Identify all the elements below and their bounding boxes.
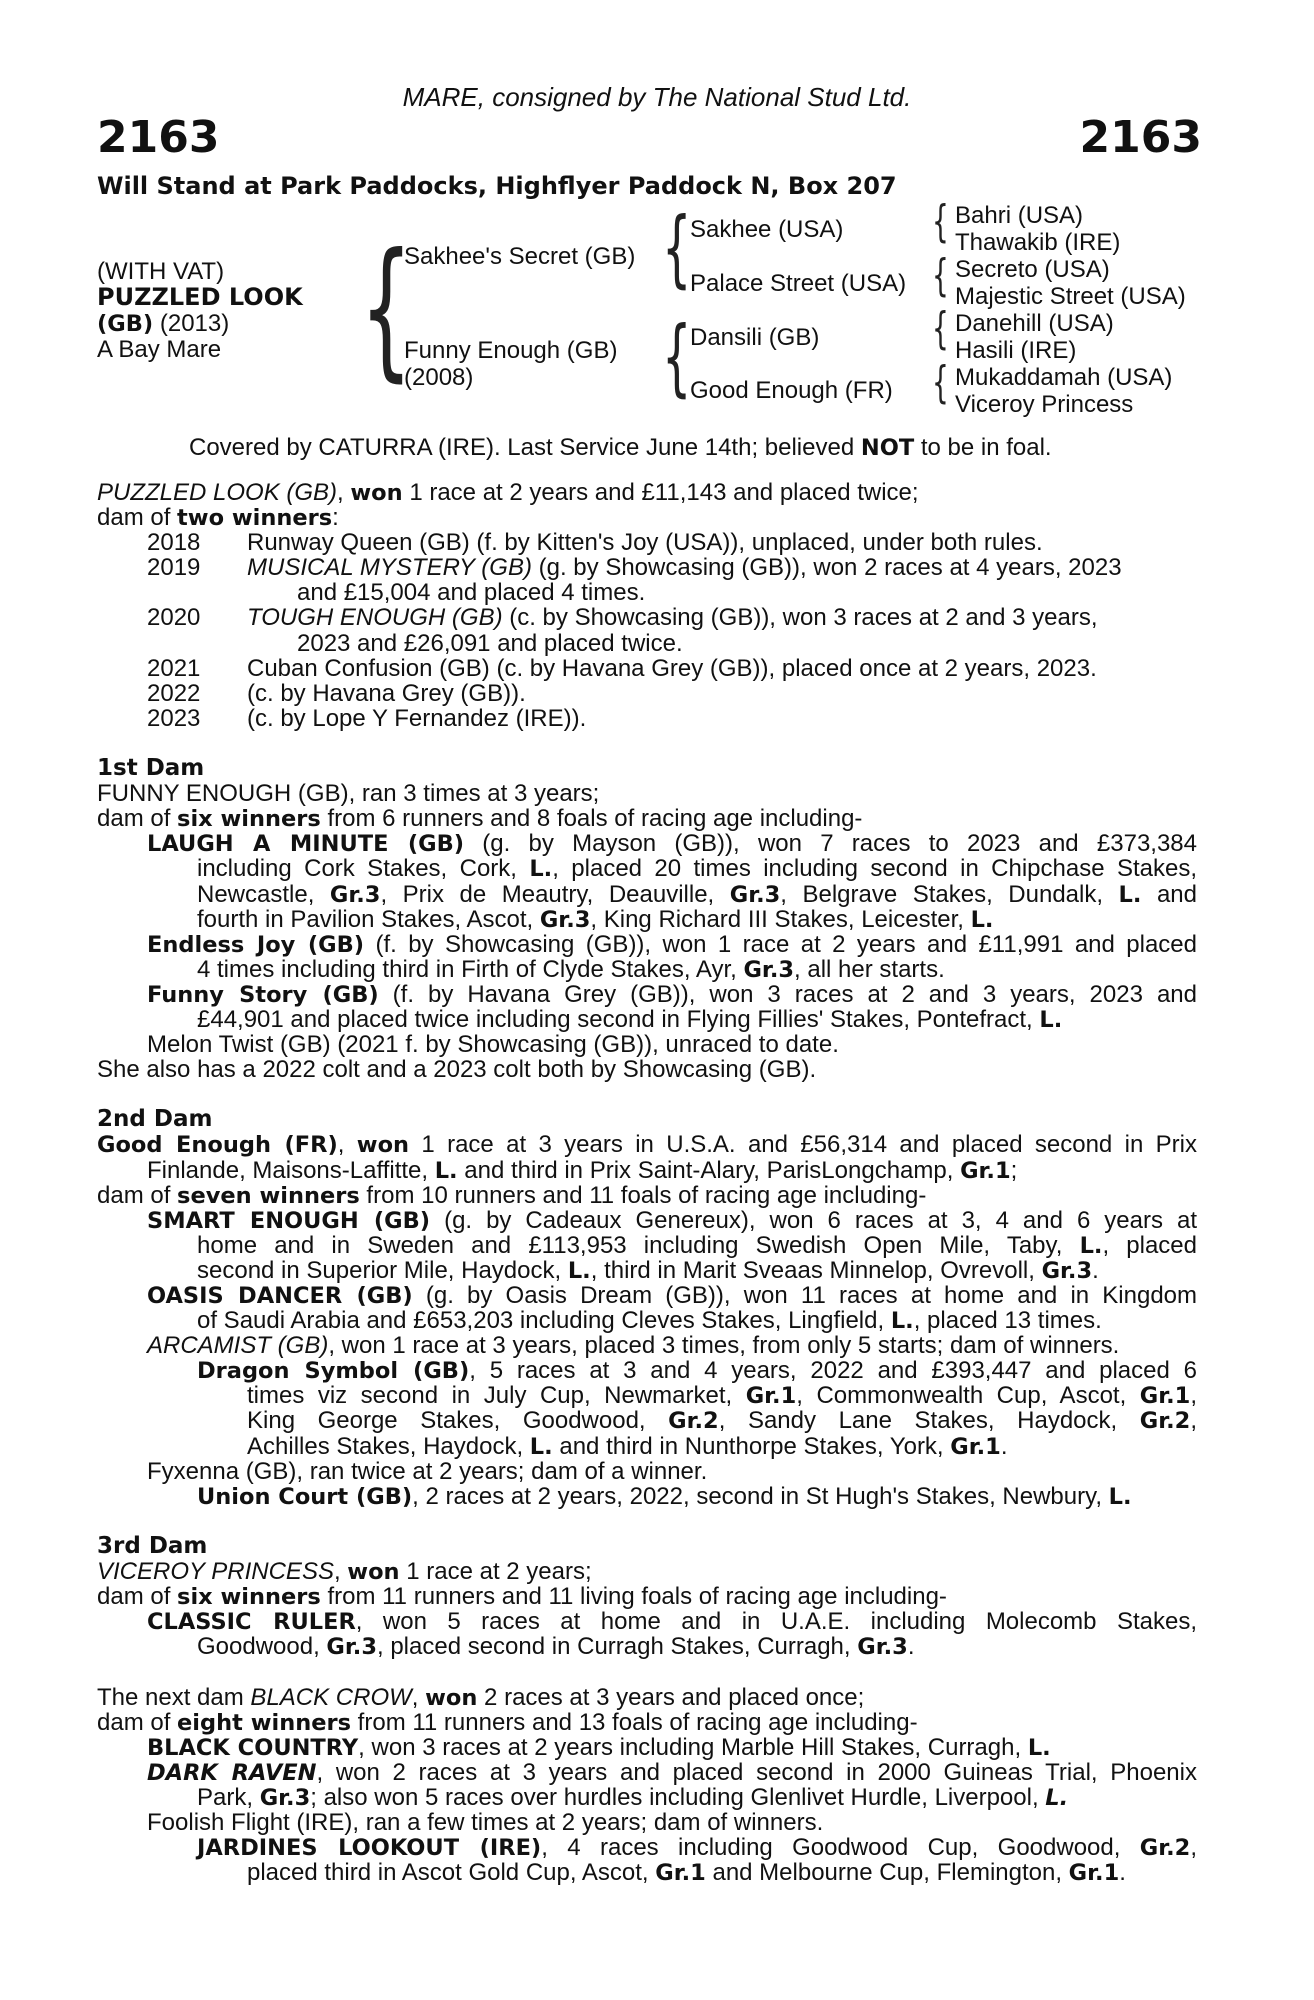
produce-row [97, 706, 1197, 731]
dam2-line-2 [97, 1158, 1197, 1183]
grade: Gr.3 [1041, 1257, 1093, 1284]
pedigree-dsd: Hasili (IRE) [955, 337, 1077, 364]
text: from 11 runners and 11 living foals of racing age including- [320, 1583, 947, 1611]
produce-name: Cuban Confusion (GB) [247, 654, 490, 682]
text: ; also won 5 races over hurdles including Glenlivet Hurdle, Liverpool, [310, 1783, 1046, 1811]
progeny-name: JARDINES LOOKOUT (IRE) [197, 1835, 542, 1862]
produce-detail: (g. by Showcasing (GB)), won 2 races at 4 years, 2023 [531, 554, 1122, 582]
progeny-name: BLACK COUNTRY [147, 1734, 359, 1761]
text: of Saudi Arabia and £653,203 including Cleves Stakes, Lingfield, [197, 1307, 891, 1335]
produce-row [97, 656, 1197, 681]
grade: L. [1108, 1483, 1132, 1510]
progeny-entry: Fyxenna (GB), ran twice at 2 years; dam of a winner. [147, 1457, 708, 1485]
grade: Gr.1 [1139, 1383, 1191, 1410]
progeny-name: SMART ENOUGH (GB) [147, 1207, 431, 1234]
pedigree-sss: Bahri (USA) [955, 202, 1084, 229]
progeny-entry-cont [97, 856, 1197, 881]
won-bold: won [425, 1684, 478, 1711]
progeny-name: ARCAMIST (GB) [147, 1332, 329, 1360]
produce-detail: (c. by Showcasing (GB)), won 3 races at 2 and 3 years, [502, 604, 1098, 632]
produce-name: TOUGH ENOUGH (GB) [247, 604, 503, 632]
text: , placed 20 times including second in Chipchase Stakes, [552, 855, 1197, 883]
text: including Cork Stakes, Cork, [197, 855, 530, 883]
text: King George Stakes, Goodwood, [247, 1407, 669, 1435]
text: , [337, 479, 351, 506]
text: 2 races at 3 years and placed once; [477, 1683, 865, 1711]
produce-detail-cont: and £15,004 and placed 4 times. [297, 579, 646, 607]
text: 1 race at 2 years; [399, 1558, 592, 1586]
progeny-name: DARK RAVEN [147, 1759, 317, 1786]
consignment-line: MARE, consigned by The National Stud Ltd. [402, 82, 912, 112]
grade: Gr.3 [326, 1634, 377, 1661]
produce-name: Runway Queen (GB) [247, 529, 470, 557]
grade: L. [1079, 1232, 1103, 1259]
text: 1 race at 2 years and £11,143 and placed twice; [402, 479, 919, 506]
progeny-entry-cont [97, 1007, 1197, 1032]
produce-detail: (c. by Havana Grey (GB)). [247, 679, 526, 707]
grade: Gr.3 [743, 956, 795, 983]
text: (g. by Cadeaux Genereux), won 6 races at 3, 4 and 6 years at [430, 1206, 1198, 1234]
progeny-entry [97, 1283, 1197, 1308]
progeny-entry-cont [97, 1434, 1197, 1459]
progeny-name: Union Court (GB) [197, 1483, 413, 1510]
horse-description: A Bay Mare [97, 336, 222, 363]
text: The next dam [97, 1683, 251, 1711]
progeny-name: CLASSIC RULER [147, 1609, 356, 1636]
pedigree-dam: Funny Enough (GB) [404, 337, 618, 364]
text: from 11 runners and 13 foals of racing age including- [351, 1708, 918, 1736]
record-line-1 [97, 480, 1197, 505]
dam2-line-3 [97, 1183, 1197, 1208]
progeny-name: LAUGH A MINUTE (GB) [147, 831, 465, 858]
produce-detail-cont: 2023 and £26,091 and placed twice. [297, 629, 683, 657]
progeny-entry-cont [97, 1860, 1197, 1885]
dam-name: BLACK CROW [250, 1683, 412, 1711]
text: , 4 races including Goodwood Cup, Goodwood, [541, 1834, 1140, 1862]
won-bold: won [356, 1132, 410, 1159]
grade: Gr.3 [329, 881, 381, 908]
dam-name: Good Enough (FR) [97, 1132, 338, 1159]
won-bold: won [350, 480, 403, 506]
text: , Belgrave Stakes, Dundalk, [780, 880, 1119, 908]
pedigree-brace-dd: { [932, 357, 949, 408]
progeny-entry [97, 932, 1197, 957]
produce-detail: (f. by Kitten's Joy (USA)), unplaced, under both rules. [469, 529, 1043, 557]
pedigree-dds: Mukaddamah (USA) [955, 364, 1173, 391]
horse-name-italic: PUZZLED LOOK (GB) [97, 479, 338, 506]
text: placed third in Ascot Gold Cup, Ascot, [247, 1859, 656, 1887]
covering-not: NOT [860, 435, 915, 461]
text: , placed [1102, 1231, 1197, 1259]
grade: L. [1039, 1006, 1063, 1033]
progeny-name: Funny Story (GB) [147, 981, 379, 1008]
text: , third in Marit Sveaas Minnelop, Ovrevoll, [590, 1256, 1042, 1284]
grade: L. [434, 1157, 458, 1184]
pedigree-ddd: Viceroy Princess [955, 391, 1134, 418]
text: Goodwood, [197, 1633, 327, 1661]
progeny-entry [97, 1609, 1197, 1634]
text: . [1000, 1432, 1008, 1460]
dam1-line-2 [97, 806, 1197, 831]
horse-origin-year [97, 311, 229, 337]
text: (g. by Mayson (GB)), won 7 races to 2023 and £373,384 [464, 830, 1198, 858]
pedigree-sds: Secreto (USA) [955, 256, 1110, 283]
progeny-entry [97, 1484, 1197, 1509]
section-heading-2nd-dam: 2nd Dam [97, 1106, 213, 1133]
progeny-entry [97, 1835, 1197, 1860]
text: , won 1 race at 3 years, placed 3 times, from only 5 starts; dam of winners. [328, 1332, 1120, 1360]
grade: L. [567, 1257, 591, 1284]
produce-detail: (c. by Havana Grey (GB)), placed once at 2 years, 2023. [489, 654, 1097, 682]
progeny-name: Dragon Symbol (GB) [197, 1358, 470, 1385]
grade: Gr.3 [259, 1784, 311, 1811]
grade: Gr.2 [1139, 1835, 1191, 1862]
covering-text: Covered by CATURRA (IRE). Last Service June 14th; believed [189, 434, 861, 461]
progeny-entry [97, 1208, 1197, 1233]
text: . [907, 1633, 915, 1661]
progeny-entry [97, 1735, 1197, 1760]
produce-row [97, 530, 1197, 555]
progeny-entry-cont [97, 1383, 1197, 1408]
grade: Gr.2 [1139, 1408, 1191, 1435]
pedigree-ssd: Thawakib (IRE) [955, 229, 1121, 256]
text: : [332, 504, 339, 532]
winners-bold: six winners [177, 806, 321, 833]
text: , placed second in Curragh Stakes, Curragh, [376, 1633, 858, 1661]
pedigree-brace-dam: { [662, 308, 692, 406]
pedigree-sire: Sakhee's Secret (GB) [404, 243, 636, 270]
pedigree-brace-ds: { [932, 303, 949, 354]
text: Finlande, Maisons-Laffitte, [147, 1156, 435, 1184]
section-heading-1st-dam: 1st Dam [97, 755, 205, 782]
text: , Commonwealth Cup, Ascot, [796, 1382, 1140, 1410]
text: , Prix de Meautry, Deauville, [380, 880, 730, 908]
grade: Gr.1 [745, 1383, 797, 1410]
text: , 5 races at 3 and 4 years, 2022 and £393,447 and placed 6 [469, 1357, 1197, 1385]
text: , placed 13 times. [913, 1307, 1102, 1335]
grade: Gr.1 [655, 1860, 706, 1887]
progeny-entry-cont [97, 1308, 1197, 1333]
progeny-name: Endless Joy (GB) [147, 931, 365, 958]
text: , [333, 1558, 348, 1586]
text: dam of [97, 1708, 178, 1736]
text: , [337, 1131, 357, 1159]
text: ; [1010, 1156, 1018, 1184]
text: and third in Nunthorpe Stakes, York, [552, 1432, 951, 1460]
text: , all her starts. [794, 955, 945, 983]
progeny-name: OASIS DANCER (GB) [147, 1283, 413, 1309]
pedigree-dss: Danehill (USA) [955, 310, 1114, 337]
grade: L. [890, 1308, 914, 1335]
text: from 10 runners and 11 foals of racing age including- [359, 1181, 927, 1209]
lot-number-left: 2163 [97, 112, 220, 163]
text: (f. by Havana Grey (GB)), won 3 races at 2 and 3 years, 2023 and [378, 980, 1197, 1008]
produce-year: 2021 [147, 654, 201, 682]
produce-row [97, 555, 1197, 580]
produce-year: 2020 [147, 604, 201, 632]
progeny-entry-cont [97, 907, 1197, 932]
text: £44,901 and placed twice including second in Flying Fillies' Stakes, Pontefract, [197, 1005, 1040, 1033]
winners-bold: eight winners [177, 1709, 352, 1736]
text: second in Superior Mile, Haydock, [197, 1256, 568, 1284]
grade: L. [970, 906, 994, 933]
grade: Gr.3 [729, 881, 781, 908]
grade: L. [529, 856, 553, 883]
text: times viz second in July Cup, Newmarket, [247, 1382, 746, 1410]
progeny-entry-cont [97, 957, 1197, 982]
dam-name: VICEROY PRINCESS [97, 1558, 334, 1586]
lot-number-right: 2163 [1079, 112, 1202, 163]
horse-name: PUZZLED LOOK [97, 283, 303, 311]
text: 1 race at 3 years in U.S.A. and £56,314 and placed second in Prix [409, 1131, 1197, 1159]
grade: Gr.2 [668, 1408, 719, 1435]
produce-row [97, 605, 1197, 630]
progeny-entry-cont [97, 1785, 1197, 1810]
text: , [1190, 1382, 1197, 1410]
progeny-entry [97, 982, 1197, 1007]
grade: L. [1027, 1734, 1051, 1761]
progeny-entry: Melon Twist (GB) (2021 f. by Showcasing (GB)), unraced to date. [147, 1031, 839, 1059]
covering-status [189, 435, 1052, 461]
pedigree-sdd: Majestic Street (USA) [955, 283, 1186, 310]
text: . [1119, 1859, 1126, 1887]
pedigree-sd: Palace Street (USA) [690, 270, 907, 297]
progeny-entry-cont [97, 1408, 1197, 1433]
text: Newcastle, [197, 880, 330, 908]
progeny-entry [97, 1358, 1197, 1383]
text: dam of [97, 805, 178, 833]
progeny-entry-cont [97, 882, 1197, 907]
grade: Gr.3 [857, 1634, 908, 1661]
produce-row-cont [97, 631, 1197, 656]
produce-row-cont [97, 580, 1197, 605]
text: (g. by Oasis Dream (GB)), won 11 races at home and in Kingdom [412, 1282, 1198, 1309]
nextdam-line-1 [97, 1685, 1197, 1710]
progeny-entry-cont [97, 1258, 1197, 1283]
text: , won 3 races at 2 years including Marble Hill Stakes, Curragh, [358, 1733, 1028, 1761]
text: , Sandy Lane Stakes, Haydock, [718, 1407, 1140, 1435]
grade: L. [1045, 1784, 1069, 1811]
produce-year: 2022 [147, 679, 201, 707]
grade: L. [1118, 881, 1142, 908]
dam3-line-2 [97, 1584, 1197, 1609]
produce-name: MUSICAL MYSTERY (GB) [247, 554, 532, 582]
pedigree-brace-main: { [360, 222, 413, 396]
text: 4 times including third in Firth of Clyde Stakes, Ayr, [197, 955, 744, 983]
catalogue-body [97, 480, 1197, 1885]
won-bold: won [347, 1559, 400, 1586]
progeny-entry: Foolish Flight (IRE), ran a few times at 2 years; dam of winners. [147, 1808, 824, 1836]
text: , [1190, 1834, 1198, 1862]
stand-location: Will Stand at Park Paddocks, Highflyer Paddock N, Box 207 [97, 172, 897, 200]
winners-bold: six winners [177, 1584, 321, 1611]
text: home and in Sweden and £113,953 including Swedish Open Mile, Taby, [197, 1231, 1080, 1259]
vat-label: (WITH VAT) [97, 258, 225, 285]
winners-bold: seven winners [177, 1182, 360, 1209]
dam2-line-1 [97, 1132, 1197, 1157]
produce-row [97, 681, 1197, 706]
text: , [1190, 1407, 1197, 1435]
record-line-2 [97, 505, 1197, 530]
progeny-entry-cont [97, 1233, 1197, 1258]
produce-year: 2019 [147, 554, 201, 582]
produce-year: 2023 [147, 704, 201, 732]
text: , [411, 1683, 426, 1711]
covering-text-end: to be in foal. [914, 434, 1052, 461]
produce-detail: (c. by Lope Y Fernandez (IRE)). [247, 704, 587, 732]
nextdam-line-2 [97, 1710, 1197, 1735]
text: , won 2 races at 3 years and placed second in 2000 Guineas Trial, Phoenix [316, 1758, 1197, 1786]
text: (f. by Showcasing (GB)), won 1 race at 2 years and £11,991 and placed [364, 930, 1197, 958]
text: . [1092, 1256, 1099, 1284]
text: Achilles Stakes, Haydock, [247, 1432, 530, 1460]
pedigree-brace-sire: { [662, 199, 692, 297]
pedigree-dd: Good Enough (FR) [690, 377, 893, 404]
pedigree-ds: Dansili (GB) [690, 324, 820, 351]
dam1-also: She also has a 2022 colt and a 2023 colt both by Showcasing (GB). [97, 1056, 817, 1084]
text: fourth in Pavilion Stakes, Ascot, [197, 905, 540, 933]
text: from 6 runners and 8 foals of racing age including- [320, 805, 863, 833]
horse-year: (2013) [159, 310, 230, 337]
horse-origin: (GB) [97, 311, 154, 337]
text: and [1141, 880, 1197, 908]
text: and third in Prix Saint-Alary, ParisLongchamp, [457, 1156, 961, 1184]
section-heading-3rd-dam: 3rd Dam [97, 1532, 208, 1559]
progeny-entry [97, 1333, 1197, 1358]
grade: Gr.1 [950, 1433, 1001, 1460]
text: , King Richard III Stakes, Leicester, [590, 905, 971, 933]
progeny-entry [97, 1760, 1197, 1785]
pedigree-brace-ss: { [932, 196, 949, 247]
text: and Melbourne Cup, Flemington, [705, 1859, 1069, 1887]
produce-year: 2018 [147, 529, 201, 557]
grade: Gr.3 [539, 906, 591, 933]
pedigree-brace-sd: { [932, 250, 949, 301]
dam3-line-1 [97, 1559, 1197, 1584]
text: , won 5 races at home and in U.A.E. including Molecomb Stakes, [355, 1608, 1198, 1636]
dam1-line-1: FUNNY ENOUGH (GB), ran 3 times at 3 years; [97, 780, 600, 808]
text: dam of [97, 1583, 178, 1611]
text: dam of [97, 504, 178, 532]
progeny-entry [97, 831, 1197, 856]
grade: Gr.1 [960, 1157, 1011, 1184]
grade: Gr.1 [1068, 1860, 1120, 1887]
winners-bold: two winners [177, 505, 333, 532]
text: , 2 races at 2 years, 2022, second in St Hugh's Stakes, Newbury, [412, 1482, 1109, 1510]
pedigree-ss: Sakhee (USA) [690, 216, 844, 243]
text: dam of [97, 1181, 178, 1209]
grade: L. [529, 1433, 553, 1460]
text: Park, [197, 1783, 260, 1811]
progeny-entry-cont [97, 1634, 1197, 1659]
pedigree-dam-year: (2008) [404, 364, 474, 391]
